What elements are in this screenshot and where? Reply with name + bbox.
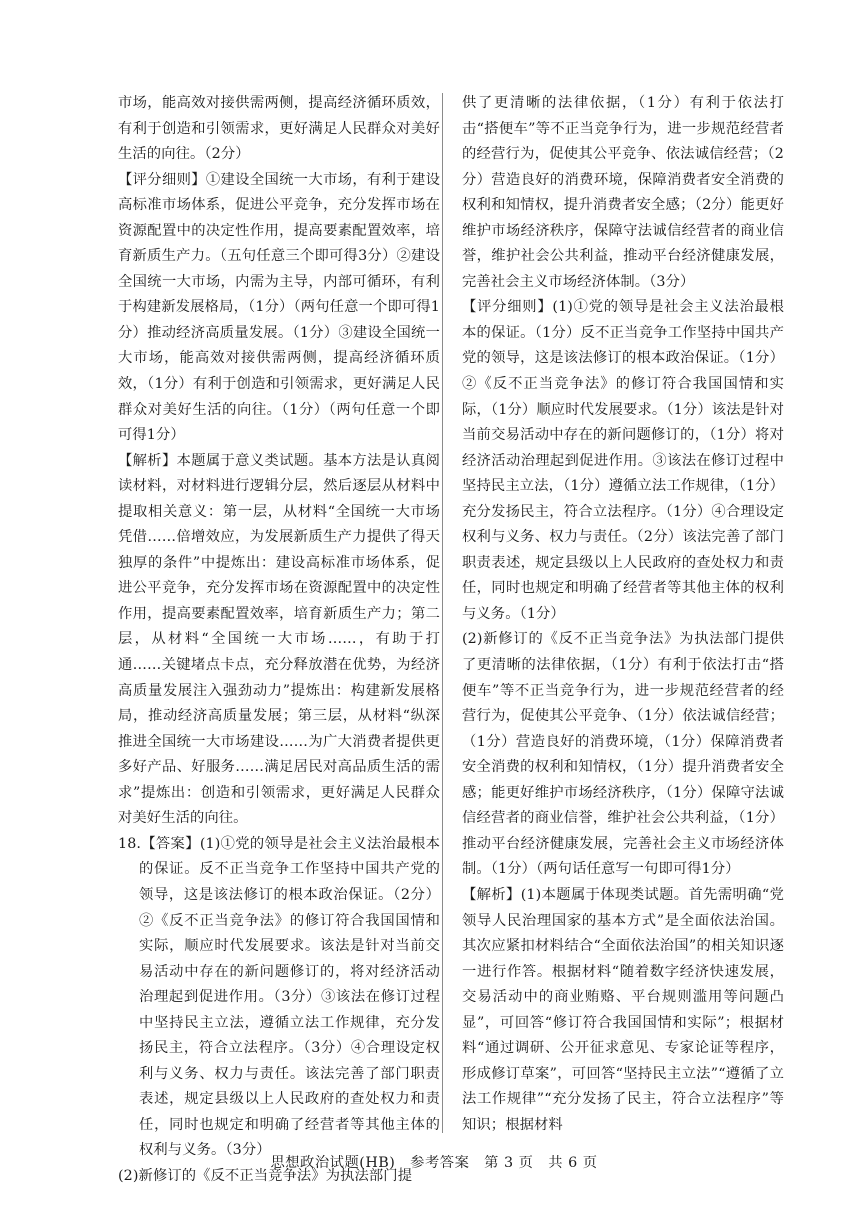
- column-divider: [442, 93, 443, 1133]
- paragraph: 供了更清晰的法律依据，（1分）有利于依法打击“搭便车”等不正当竞争行为，进一步规范经营者的经营行为，促使其公平竞争、依法诚信经营；（2分）营造良好的消费环境，保障消费者安全消费的权利和知情权，提升消费者安全感；（2分）能更好维护市场经济秩序，保障守法诚信经营者的商业信誉，维护社会公共利益，推动平台经济健康发展，完善社会主义市场经济体制。（3分）: [462, 95, 784, 290]
- scoring-details: 【评分细则】(1)①党的领导是社会主义法治最根本的保证。（1分）反不正当竞争工作坚持中国共产党的领导，这是该法修订的根本政治保证。（1分）②《反不正当竞争法》的修订符合我国国情和实际，（1分）顺应时代发展要求。（1分）该法是针对当前交易活动中存在的新问题修订的，（1分）将对经济活动治理起到促进作用。③该法在修订过程中坚持民主立法，（1分）遵循立法工作规律，（1分）充分发扬民主，符合立法程序。（1分）④合理设定权利与义务、权力与责任。（2分）该法完善了部门职责表述，规定县级以上人民政府的查处权力和责任，同时也规定和明确了经营者等其他主体的权利与义务。（1分）: [462, 299, 784, 622]
- left-column: [118, 91, 440, 1190]
- paragraph: (2)新修订的《反不正当竞争法》为执法部门提供了更清晰的法律依据，（1分）有利于依法打击“搭便车”等不正当竞争行为，进一步规范经营者的经营行为，促使其公平竞争、（1分）依法诚信经营；（1分）营造良好的消费环境，（1分）保障消费者安全消费的权利和知情权，（1分）提升消费者安全感；能更好维护市场经济秩序，（1分）保障守法诚信经营者的商业信誉，维护社会公共利益，（1分）推动平台经济健康发展，完善社会主义市场经济体制。（1分）（两句话任意写一句即可得1分）: [462, 631, 784, 878]
- question-18-answer: 18.【答案】(1)①党的领导是社会主义法治最根本的保证。反不正当竞争工作坚持中国共产党的领导，这是该法修订的根本政治保证。（2分）②《反不正当竞争法》的修订符合我国国情和实际，顺应时代发展要求。该法是针对当前交易活动中存在的新问题修订的，将对经济活动治理起到促进作用。（3分）③该法在修订过程中坚持民主立法，遵循立法工作规律，充分发扬民主，符合立法程序。（3分）④合理设定权利与义务、权力与责任。该法完善了部门职责表述，规定县级以上人民政府的查处权力和责任，同时也规定和明确了经营者等其他主体的权利与义务。（3分）: [118, 835, 440, 1159]
- analysis: 【解析】(1)本题属于体现类试题。首先需明确“党领导人民治理国家的基本方式”是全面依法治国。其次应紧扣材料结合“全面依法治国”的相关知识逐一进行作答。根据材料“随着数字经济快速发展，交易活动中的商业贿赂、平台规则滥用等问题凸显”，可回答“修订符合我国国情和实际”；根据材料“通过调研、公开征求意见、专家论证等程序，形成修订草案”，可回答“坚持民主立法”“遵循了立法工作规律”“充分发扬了民主，符合立法程序”等知识；根据材料: [462, 886, 784, 1133]
- analysis: 【解析】本题属于意义类试题。基本方法是认真阅读材料，对材料进行逻辑分层，然后逐层从材料中提取相关意义：第一层，从材料“全国统一大市场凭借……倍增效应，为发展新质生产力提供了得天独厚的条件”中提炼出：建设高标准市场体系，促进公平竞争，充分发挥市场在资源配置中的决定性作用，提高要素配置效率，培育新质生产力；第二层，从材料“全国统一大市场……，有助于打通……关键堵点卡点，充分释放潜在优势，为经济高质量发展注入强劲动力”提炼出：构建新发展格局，推动经济高质量发展；第三层，从材料“纵深推进全国统一大市场建设……为广大消费者提供更多好产品、好服务……满足居民对高品质生活的需求”提炼出：创造和引领需求，更好满足人民群众对美好生活的向往。: [118, 452, 440, 827]
- paragraph: (2)新修订的《反不正当竞争法》为执法部门提: [118, 1167, 413, 1184]
- right-column: [462, 91, 784, 1138]
- paragraph: 市场，能高效对接供需两侧，提高经济循环质效，有利于创造和引领需求，更好满足人民群众对美好生活的向往。（2分）: [118, 95, 440, 163]
- page-footer: 思想政治试题(HB) 参考答案 第 3 页 共 6 页: [270, 1155, 598, 1171]
- scoring-details: 【评分细则】①建设全国统一大市场，有利于建设高标准市场体系，促进公平竞争，充分发挥市场在资源配置中的决定性作用，提高要素配置效率，培育新质生产力。（五句任意三个即可得3分）②建设全国统一大市场，内需为主导，内部可循环，有利于构建新发展格局，（1分）（两句任意一个即可得1分）推动经济高质量发展。（1分）③建设全国统一大市场，能高效对接供需两侧，提高经济循环质效，（1分）有利于创造和引领需求，更好满足人民群众对美好生活的向往。（1分）（两句任意一个即可得1分）: [118, 171, 440, 444]
